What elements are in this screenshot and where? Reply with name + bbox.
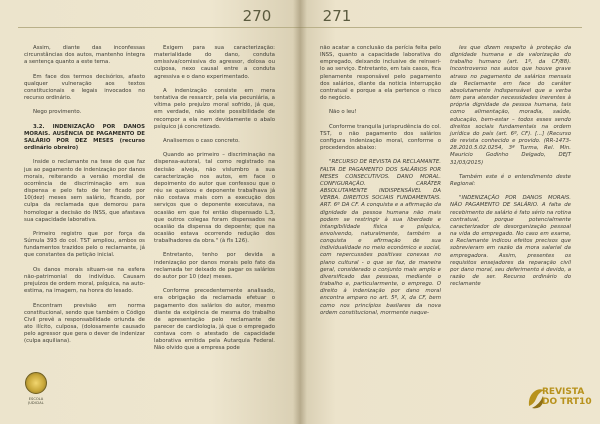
body-paragraph: Analisemos o caso concreto.	[163, 138, 240, 144]
citation-paragraph: les que dizem respeito à proteção da dignidade humana e da valorização do trabalho humano (art. 1º, da CF/88). Incontroverso nos autos que houve grave atraso no pagamento de salários mensais da Reclamante em face do caráter absolutamente indispensável que a verba tem para atender necessidades inerentes à própria dignidade da pessoa humana, tais como alimentação, moradia, saúde, educação, bem-estar – todos esses sendo direitos sociais fundamentais na ordem jurídica do país (art. 6º, CF). [...] (Recurso de revista conhecido e provido. (RR-1473-28.2010.5.02.0254, 3ª Turma, Rel. Min. Mauricio Godinho Delgado, DEJT 31/03/2015)	[450, 45, 571, 166]
citation-paragraph: "INDENIZAÇÃO POR DANOS MORAIS. NÃO PAGAMENTO DE SALÁRIO. A falta de recebimento de salário é fato sério na rotina contratual, porque potencialmente caracterizador de desorganização pessoal na vida do empregado. No caso em exame, o Reclamante indicou efeitos precisos que sobrevieram em razão da mora salarial da empregadora. Assim, presentes os requisitos ensejadores da reparação civil por dano moral, seu deferimento é devido, a razão de ser. Recurso ordinário do reclamante	[450, 195, 571, 288]
body-paragraph: Encontram previsão em norma constitucional, sendo que também o Código Civil prevê a responsabilidade oriunda de ato ilícito, culposa, (dolosamente causado pelo agressor que gera o dever de indenizar (culpa aquiliana).	[24, 302, 145, 345]
seal-icon	[25, 372, 47, 394]
section-heading: 3.2. INDENIZAÇÃO POR DANOS MORAIS. AUSÊNCIA DE PAGAMENTO DE SALÁRIO POR DEZ MESES (recurso ordinário obreiro)	[24, 123, 145, 152]
right-page	[300, 0, 600, 424]
body-paragraph: Inside o reclamante na tese de que faz jus ao pagamento de indenização por danos morais, reiterando a versão mordial de ocorrência de discriminação em sua dispensa e pelo fato de ter ficado por 10(dez) meses sem salário, ficando, por culpa da reclamada que demorou para homologar a decisão do INSS, que afastava sua capacidade laborativa.	[24, 159, 145, 223]
escola-judicial-logo	[22, 372, 50, 412]
citation-paragraph: Também este é o entendimento deste Regional:	[450, 173, 571, 187]
body-paragraph: Nego provimento.	[33, 109, 82, 116]
left-column-2	[154, 45, 275, 360]
body-paragraph: Não o leu!	[329, 109, 357, 116]
right-column-2	[450, 45, 571, 295]
body-paragraph: Entretanto, tenho por devida a indenização por danos morais pelo fato da reclamada ter deixado de pagar os salários do autor por 10 (dez) meses.	[154, 252, 275, 280]
body-paragraph: Conforme precedentemente analisado, era obrigação da reclamada efetuar o pagamento dos salários do autor, mesmo diante da exigência de mesma do trabalho de apresentação pelo reclamante de parecer de cardiologia, já que o empregado contava com o atestado de capacidade laborativa emitida pela Autarquia Federal. Não olvido que a empresa pode	[154, 288, 275, 352]
body-paragraph: não acatar a conclusão da perícia feita pelo INSS, quanto a capacidade laborativa do empregado, deixando inclusive de reinseri-lo ao serviço. Entretanto, em tais casos, fica plenamente responsável pelo pagamento dos salários, diante da noticia interrupção contratual e porque a ela pertence o risco do negócio.	[320, 45, 441, 102]
right-page-number: 271	[322, 7, 352, 25]
body-paragraph: Assim, diante das inconfessas circunstâncias dos autos, mantenho íntegra a sentença quanto a este tema.	[24, 45, 145, 66]
body-paragraph: Primeiro registro que por força da Súmula 393 do col. TST ampliou, ambos os fundamentos trazidos pelo o reclamante, já que constantes da petição inicial.	[24, 230, 145, 259]
body-paragraph: Quando ao primeiro – discriminação na dispensa-autoral, tal como registrado na decisão alveja, não vislumbro a sua caracterização nos autos, em face o depoimento do autor que confessou que o réu se queixou e deponente trabalhava já não costava mais com a execução dos serviços que o deponente executava, na ocasião em que foi então dispensado L.3, que outros colegas foram dispensados na ocasião da dispensa do depoente; que na ocasião estava ocorrendo redução dos trabalhadores da obra." (à fls 126).	[154, 152, 275, 245]
body-paragraph: Exigem para sua caracterização: materialidade do dano, conduta omissiva/comissiva do agressor, dolosa ou culposa, nexo causal entre a conduta agressiva e o dano experimentado.	[154, 45, 275, 80]
right-header-rule	[300, 27, 582, 28]
left-column-1	[24, 45, 145, 353]
citation-paragraph: "RECURSO DE REVISTA DA RECLAMANTE. FALTA DE PAGAMENTO DOS SALÁRIOS POR MESES CONSECUTIVOS. DANO MORAL. CONFIGURAÇÃO. CARÁTER ABSOLUTAMENTE INDISPENSÁVEL DA VERBA. DIREITOS SOCIAIS FUNDAMENTAIS. ART. 6º DA CF. A conquista e a afirmação da dignidade da pessoa humana não mais podem se restringir à sua liberdade e intangibilidade física e psíquica, envolvendo, naturalmente, também a conquista e afirmação de sua individualidade no meio econômico e social, com repercussões positivas conexas no plano cultural - o que se faz, de maneira geral, considerado o conjunto mais amplo e diversificado das pessoas, mediante o trabalho e, particularmente, o emprego. O direito à indenização por dano moral encontra amparo no art. 5º, X, da CF, bem como nos princípios basilares da nova ordem constitucional, mormente naque-	[320, 159, 441, 316]
left-header-rule	[18, 27, 300, 28]
logo-wordmark: REVISTA DO TRT10	[542, 387, 592, 407]
body-paragraph: Conforme tranquila jurisprudência do col. TST, o não pagamento dos salários configura indenização moral, conforme o procedendos abaixo:	[320, 123, 442, 152]
revista-trt10-logo	[526, 384, 592, 418]
left-page-number: 270	[242, 7, 272, 25]
body-paragraph: Em face dos termos decisórios, afasto qualquer vulneração aos textos constitucionais e legais invocados no recurso ordinário.	[24, 73, 145, 102]
body-paragraph: A indenização consiste em mera tentativa de ressarcir, pela via pecuniária, a vítima pelo prejuízo moral sofrido, já que, em verdade, não existe possibilidade de recompor a ela nem devidamente o abalo psíquico já concretizado.	[154, 87, 275, 130]
logo-caption: ESCOLA JUDICIAL	[28, 397, 44, 405]
right-column-1	[320, 45, 441, 324]
body-paragraph: Os danos morais situam-se na esfera não-patrimonial do indivíduo. Causam prejuízos de ordem moral, psíquica, na auto-estima, na imagem, na honra do lesado.	[24, 266, 145, 295]
spine-shadow	[293, 0, 307, 424]
